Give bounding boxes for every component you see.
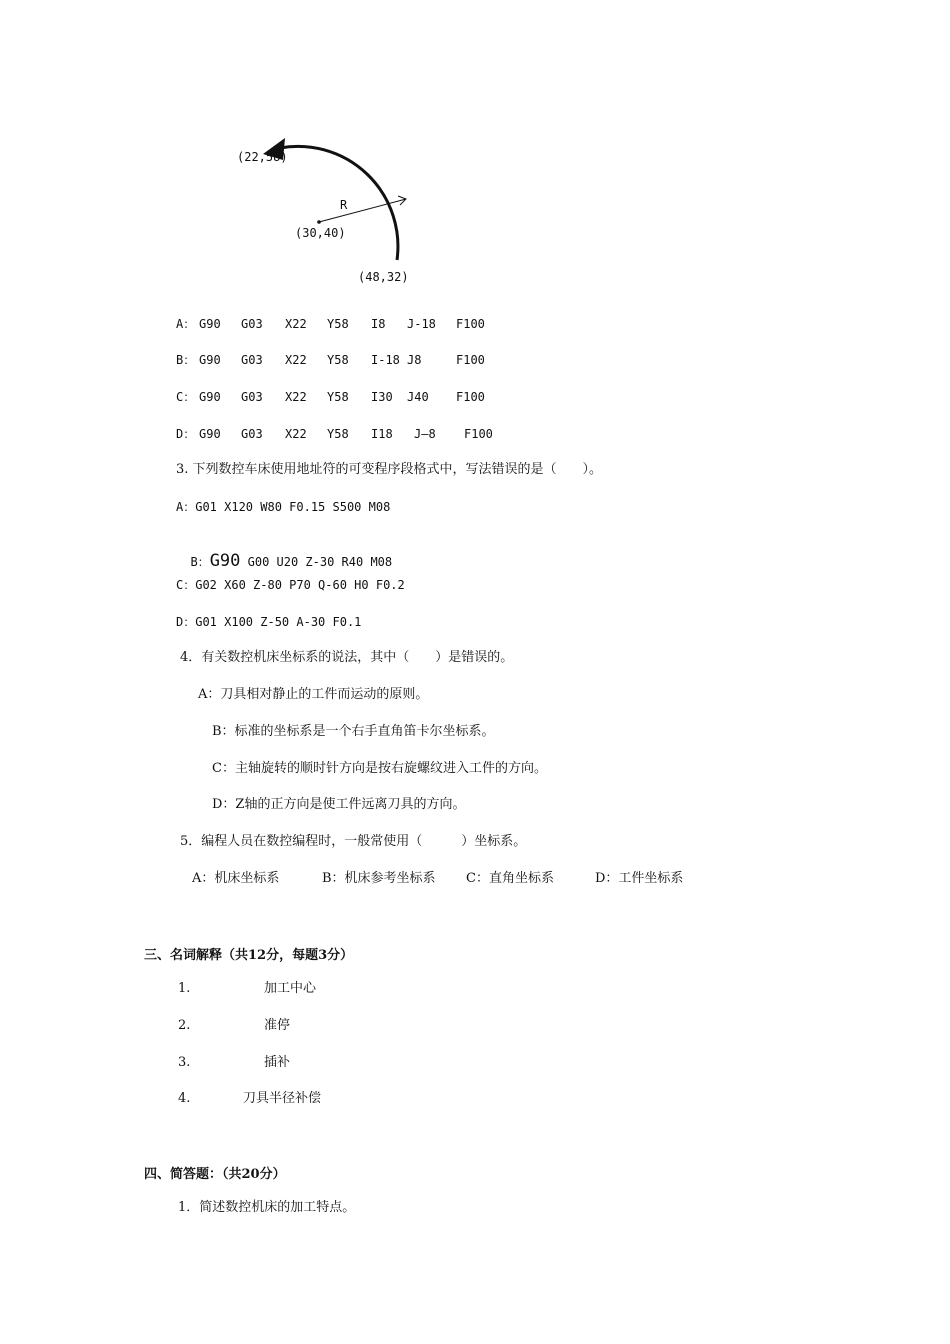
q2-option-token: F100 xyxy=(456,353,485,367)
q2-option-token: F100 xyxy=(464,427,493,441)
q3-option-d: D：G01 X100 Z-50 A-30 F0.1 xyxy=(176,615,362,629)
q2-option-token: Y58 xyxy=(327,427,349,441)
q2-option-prefix: B： xyxy=(176,353,196,367)
q2-option-token: J—8 xyxy=(414,427,436,441)
q4-option-c: C：主轴旋转的顺时针方向是按右旋螺纹进入工件的方向。 xyxy=(212,761,547,776)
q4-option-a: A：刀具相对静止的工件而运动的原则。 xyxy=(198,687,429,702)
q2-option-token: Y58 xyxy=(327,353,349,367)
q3-option-a: A：G01 X120 W80 F0.15 S500 M08 xyxy=(176,500,391,514)
q3-option-b xyxy=(176,537,392,570)
center-point xyxy=(317,220,321,224)
section3-item-term: 加工中心 xyxy=(264,981,317,996)
q2-option-token: I-18 xyxy=(371,353,400,367)
q2-option-prefix: D： xyxy=(176,427,196,441)
q2-option-prefix: A： xyxy=(176,317,196,331)
q5-option-c: C：直角坐标系 xyxy=(466,871,554,886)
q5-option-a: A：机床坐标系 xyxy=(192,871,280,886)
q5-option-b: B：机床参考坐标系 xyxy=(322,871,436,886)
q2-option-token: G90 xyxy=(199,427,221,441)
q2-option-token: J-18 xyxy=(407,317,436,331)
q2-option-token: G90 xyxy=(199,317,221,331)
q2-option-token: G90 xyxy=(199,353,221,367)
q2-option-prefix: C： xyxy=(176,390,196,404)
q4-stem: 4．有关数控机床坐标系的说法，其中（ ）是错误的。 xyxy=(180,650,514,665)
q2-option-token: Y58 xyxy=(327,317,349,331)
arc-curve xyxy=(280,146,398,260)
q2-option-token: X22 xyxy=(285,427,307,441)
q2-option-token: X22 xyxy=(285,353,307,367)
q2-option-token: I8 xyxy=(371,317,386,331)
q3-option-c: C：G02 X60 Z-80 P70 Q-60 H0 F0.2 xyxy=(176,578,405,592)
q3-option-b-g90: G90 xyxy=(209,551,241,571)
section3-item-num: 3. xyxy=(178,1055,191,1070)
label-center-point: (30,40) xyxy=(295,226,346,240)
q2-option-token: Y58 xyxy=(327,390,349,404)
q2-option-token: F100 xyxy=(456,390,485,404)
section4-title: 四、简答题：（共20分） xyxy=(144,1167,286,1182)
q4-option-b: B：标准的坐标系是一个右手直角笛卡尔坐标系。 xyxy=(212,724,495,739)
label-end-point: (48,32) xyxy=(358,270,409,284)
arc-diagram xyxy=(230,118,430,290)
section3-item-num: 2. xyxy=(178,1018,191,1033)
q2-option-token: J8 xyxy=(407,353,422,367)
label-start-point: (22,58) xyxy=(237,150,288,164)
q2-option-token: X22 xyxy=(285,390,307,404)
section3-item-num: 1. xyxy=(178,981,191,996)
section3-item-num: 4. xyxy=(178,1091,191,1106)
q2-option-token: G03 xyxy=(241,353,263,367)
label-radius: R xyxy=(340,198,348,212)
q4-option-d: D：Z轴的正方向是使工件远离刀具的方向。 xyxy=(212,797,466,812)
q2-option-token: X22 xyxy=(285,317,307,331)
q2-option-token: G90 xyxy=(199,390,221,404)
q2-option-token: G03 xyxy=(241,317,263,331)
section4-question-1: 1．简述数控机床的加工特点。 xyxy=(178,1200,356,1215)
section3-title: 三、名词解释（共12分，每题3分） xyxy=(144,948,354,963)
q3-stem: 3. 下列数控车床使用地址符的可变程序段格式中，写法错误的是（ ）。 xyxy=(176,462,603,477)
q2-option-token: G03 xyxy=(241,427,263,441)
q2-option-token: G03 xyxy=(241,390,263,404)
q5-option-d: D：工件坐标系 xyxy=(595,871,684,886)
section3-item-term: 刀具半径补偿 xyxy=(243,1091,322,1106)
q2-option-token: F100 xyxy=(456,317,485,331)
q5-stem: 5．编程人员在数控编程时，一般常使用（ ）坐标系。 xyxy=(180,834,527,849)
q2-option-token: I18 xyxy=(371,427,393,441)
q3-option-b-rest: G00 U20 Z-30 R40 M08 xyxy=(240,555,393,569)
section3-item-term: 插补 xyxy=(264,1055,291,1070)
q2-option-token: I30 xyxy=(371,390,393,404)
q2-option-token: J40 xyxy=(407,390,429,404)
section3-item-term: 准停 xyxy=(264,1018,291,1033)
q3-option-b-prefix: B： xyxy=(190,555,210,569)
